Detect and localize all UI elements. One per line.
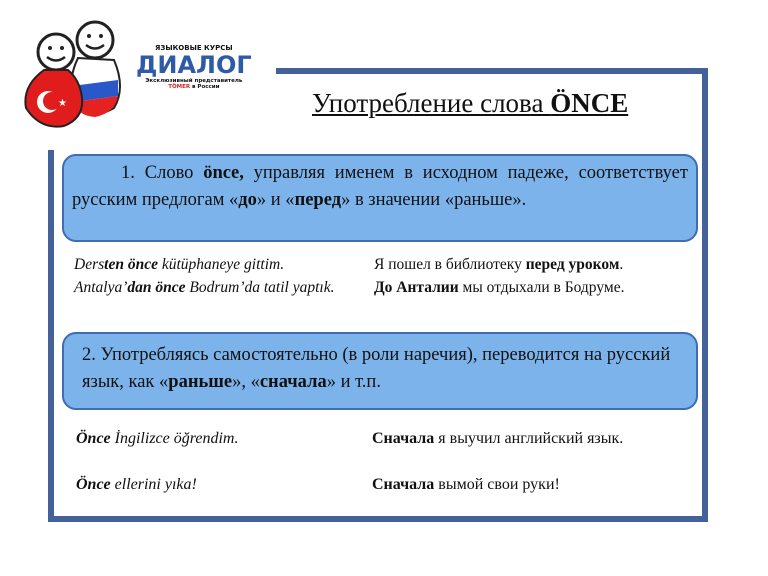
- text-segment: Ders: [74, 256, 105, 273]
- example-2-turkish: [74, 277, 354, 298]
- example-4-turkish: [76, 474, 197, 495]
- frame-bottom: [48, 516, 708, 522]
- text-segment: управляя именем в исходном падеже, соответствует русским предлогам «: [72, 163, 688, 210]
- text-segment: » и «: [256, 190, 295, 210]
- text-segment: İngilizce öğrendim.: [110, 430, 239, 447]
- text-segment: dan önce: [127, 279, 186, 296]
- text-segment: сначала: [259, 372, 327, 392]
- frame-left: [48, 150, 54, 522]
- text-segment: ten önce: [104, 256, 158, 273]
- text-segment: перед: [294, 190, 342, 210]
- text-segment: До Анталии: [374, 279, 459, 296]
- slide-title: [312, 88, 628, 119]
- text-segment: вымой свои руки!: [434, 476, 560, 493]
- svg-text:★: ★: [58, 98, 67, 109]
- text-segment: раньше: [168, 372, 233, 392]
- text-segment: .: [619, 256, 624, 273]
- text-segment: Сначала: [372, 476, 435, 493]
- text-segment: Önce: [76, 430, 111, 447]
- text-segment: я выучил английский язык.: [434, 430, 624, 447]
- example-4-russian: [372, 474, 560, 495]
- rule-1-box: [62, 154, 698, 242]
- logo-faces: [20, 18, 130, 135]
- brand-sub: Эксклюзивный представитель: [145, 78, 243, 84]
- example-1-russian: [374, 254, 623, 275]
- example-2-russian: [374, 277, 624, 298]
- text-segment: 1. Слово: [72, 163, 204, 183]
- example-1-turkish: [74, 254, 354, 275]
- text-segment: до: [238, 190, 257, 210]
- text-segment: Употребление слова: [312, 88, 551, 118]
- text-segment: перед уроком: [525, 256, 620, 273]
- brand-top: ЯЗЫКОВЫЕ КУРСЫ: [154, 44, 233, 52]
- brand-block: [136, 44, 252, 90]
- text-segment: kütüphaneye gittim.: [157, 256, 285, 273]
- brand-russia: в России: [190, 84, 220, 90]
- rule-2-box: [62, 332, 698, 410]
- frame-top: [276, 68, 708, 74]
- text-segment: ÖNCE: [550, 88, 629, 118]
- example-3-russian: [372, 428, 623, 449]
- text-segment: Önce: [76, 476, 111, 493]
- text-segment: » и т.п.: [326, 372, 381, 392]
- text-segment: мы отдыхали в Бодруме.: [458, 279, 625, 296]
- example-3-turkish: [76, 428, 238, 449]
- brand-name: ДИАЛОГ: [136, 51, 252, 79]
- text-segment: Я пошел в библиотеку: [374, 256, 526, 273]
- brand-tomer: TÖMER: [168, 84, 191, 90]
- text-segment: önce,: [203, 163, 244, 183]
- text-segment: Antalya’: [74, 279, 128, 296]
- frame-right: [702, 68, 708, 522]
- text-segment: Сначала: [372, 430, 435, 447]
- text-segment: ellerini yıka!: [110, 476, 197, 493]
- text-segment: 2. Употребляясь самостоятельно (в роли наречия), переводится на русский язык, как «: [82, 345, 671, 392]
- text-segment: », «: [232, 372, 260, 392]
- text-segment: Bodrum’da tatil yaptık.: [185, 279, 335, 296]
- text-segment: » в значении «раньше».: [341, 190, 527, 210]
